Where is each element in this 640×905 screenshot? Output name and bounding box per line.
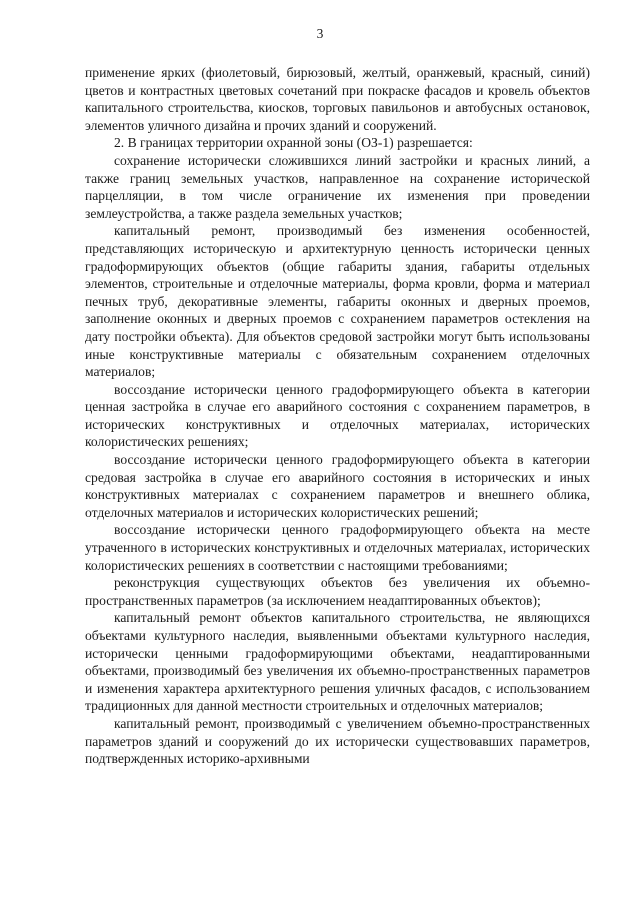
paragraph: капитальный ремонт объектов капитального строительства, не являющихся объектами культурного наследия, выявленными объектами культурного наследия, исторически ценными градоформирующими объектами, неадаптированными объектами, производимый без увеличения их объемно-пространственных параметров и изменения характера архитектурного решения уличных фасадов, с использованием традиционных для данной местности строительных и отделочных материалов;: [85, 610, 590, 714]
paragraph: реконструкция существующих объектов без увеличения их объемно-пространственных параметров (за исключением неадаптированных объектов);: [85, 575, 590, 608]
paragraph: воссоздание исторически ценного градоформирующего объекта в категории средовая застройка в случае его аварийного состояния в исторических и иных конструктивных материалах с сохранением параметров и внешнего облика, отделочных материалов и исторических колористических решений;: [85, 452, 590, 520]
paragraph: сохранение исторически сложившихся линий застройки и красных линий, а также границ земельных участков, направленное на сохранение исторической парцелляции, в том числе ограничение их изменения при проведении землеустройства, а также раздела земельных участков;: [85, 152, 590, 221]
paragraph: капитальный ремонт, производимый с увеличением объемно-пространственных параметров зданий и сооружений до их исторически существовавших параметров, подтвержденных историко-архивными: [85, 715, 590, 767]
paragraph: воссоздание исторически ценного градоформирующего объекта в категории ценная застройка в случае его аварийного состояния с сохранением параметров, в исторических конструктивных и отделочных материалах, исторических колористических решениях;: [85, 381, 590, 450]
page-number: 3: [316, 26, 324, 41]
paragraph: воссоздание исторически ценного градоформирующего объекта на месте утраченного в исторических конструктивных и отделочных материалах, исторических колористических решениях в соответствии с настоящими требованиями;: [85, 522, 590, 573]
section-heading: 2. В границах территории охранной зоны (ОЗ-1) разрешается:: [114, 135, 473, 151]
paragraph-continuation: применение ярких (фиолетовый, бирюзовый, желтый, оранжевый, красный, синий) цветов и контрастных цветовых сочетаний при покраске фасадов и кровель объектов капитального строительства, киосков, торговых павильонов и автобусных остановок, элементов уличного дизайна и прочих зданий и сооружений.: [85, 65, 590, 133]
paragraph: капитальный ремонт, производимый без изменения особенностей, представляющих историческую и архитектурную ценность исторически ценных градоформирующих объектов (общие габариты здания, габариты отдельных элементов, строительные и отделочные материалы, форма кровли, форма и материал печных труб, декоративные элементы, габариты оконных и дверных проемов, заполнение оконных и дверных проемов с сохранением параметров остекления на дату постройки объекта). Для объектов средовой застройки могут быть использованы иные конструктивные материалы с обязательным сохранением отделочных материалов;: [85, 223, 590, 380]
document-body: [85, 64, 590, 768]
